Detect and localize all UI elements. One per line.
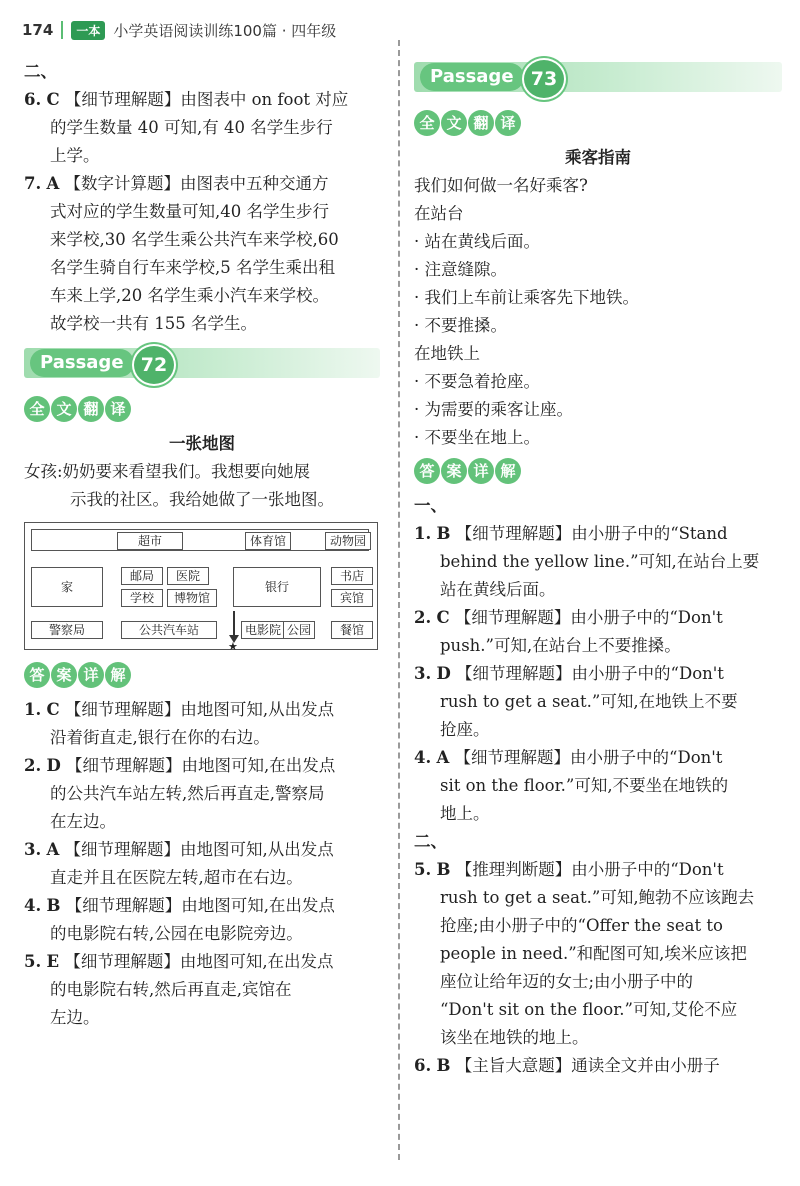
- answer-letter: C: [436, 608, 450, 627]
- answer-text: 【细节理解题】由小册子中的“Don't: [456, 664, 724, 683]
- question-number: 2.: [24, 756, 42, 775]
- answer-line: 该坐在地铁的地上。: [440, 1028, 589, 1047]
- story-line: · 不要坐在地上。: [414, 428, 540, 447]
- community-map: [24, 522, 378, 653]
- map-cinema: 电影院: [241, 621, 285, 639]
- answer-line: [24, 892, 380, 920]
- column-divider: [398, 40, 400, 1160]
- story-line: 在站台: [414, 204, 464, 223]
- brand-logo: 一本: [71, 21, 105, 40]
- header-divider: [61, 21, 63, 39]
- section-label: 二、: [24, 62, 57, 81]
- answer-line: 在左边。: [50, 812, 116, 831]
- story-body: [414, 172, 782, 452]
- question-number: 2.: [414, 608, 432, 627]
- story-line: 在地铁上: [414, 344, 480, 363]
- story-line: 女孩:奶奶要来看望我们。我想要向她展: [24, 462, 311, 481]
- answer-line: 直走并且在医院左转,超市在右边。: [50, 868, 303, 887]
- answer-line: [414, 744, 782, 772]
- answer-line: [24, 86, 380, 114]
- passage-header-73: [414, 58, 782, 98]
- answer-line: 的电影院右转,然后再直走,宾馆在: [50, 980, 292, 999]
- question-number: 3.: [414, 664, 432, 683]
- answer-text: 【数字计算题】由图表中五种交通方: [64, 174, 329, 193]
- answer-line: 车来上学,20 名学生乘小汽车来学校。: [50, 286, 329, 305]
- answer-line: 的电影院右转,公园在电影院旁边。: [50, 924, 303, 943]
- answer-line: [24, 836, 380, 864]
- question-number: 4.: [414, 748, 432, 767]
- map-supermarket: 超市: [117, 532, 183, 550]
- map-top-road: [31, 529, 369, 551]
- answer-text: 【细节理解题】由地图可知,从出发点: [64, 700, 335, 719]
- passage-number: 73: [522, 58, 566, 100]
- answer-item: [24, 836, 380, 892]
- map-hospital: 医院: [167, 567, 209, 585]
- answer-item: [414, 1052, 782, 1080]
- translation-heading: [24, 394, 380, 424]
- answer-line: “Don't sit on the floor.”可知,艾伦不应: [440, 1000, 738, 1019]
- answer-item: [24, 696, 380, 752]
- answer-letter: A: [46, 840, 60, 859]
- heading-char: 全: [414, 110, 440, 136]
- story-line: · 为需要的乘客让座。: [414, 400, 573, 419]
- answer-line: rush to get a seat.”可知,鲍勃不应该跑去: [440, 888, 755, 907]
- map-bank: 银行: [233, 567, 321, 607]
- answer-line: 抢座。: [440, 720, 490, 739]
- map-zoo: 动物园: [325, 532, 371, 550]
- answer-item: [24, 752, 380, 836]
- answer-list-right-a: [414, 520, 782, 828]
- story-line: · 不要急着抢座。: [414, 372, 540, 391]
- answer-text: 【主旨大意题】通读全文并由小册子: [455, 1056, 720, 1075]
- answer-letter: C: [46, 90, 60, 109]
- heading-char: 翻: [468, 110, 494, 136]
- answer-line: [24, 948, 380, 976]
- answer-list-left-top: [24, 86, 380, 338]
- answer-line: people in need.”和配图可知,埃米应该把: [440, 944, 747, 963]
- translation-heading: [414, 108, 782, 138]
- answer-heading: [24, 660, 380, 690]
- question-number: 4.: [24, 896, 42, 915]
- map-police-station: 警察局: [31, 621, 103, 639]
- story-line: 示我的社区。我给她做了一张地图。: [70, 490, 334, 509]
- question-number: 5.: [24, 952, 42, 971]
- heading-char: 案: [51, 662, 77, 688]
- answer-line: sit on the floor.”可知,不要坐在地铁的: [440, 776, 729, 795]
- question-number: 1.: [24, 700, 42, 719]
- answer-line: [24, 170, 380, 198]
- map-start-arrow: [233, 611, 235, 637]
- answer-line: [414, 660, 782, 688]
- answer-line: [414, 856, 782, 884]
- answer-text: 【细节理解题】由小册子中的“Stand: [455, 524, 728, 543]
- answer-letter: A: [46, 174, 60, 193]
- section-label: 一、: [414, 496, 447, 515]
- answer-line: [414, 604, 782, 632]
- answer-line: [414, 520, 782, 548]
- answer-text: 【细节理解题】由图表中 on foot 对应: [64, 90, 349, 109]
- heading-char: 翻: [78, 396, 104, 422]
- left-column: [24, 58, 380, 1032]
- answer-heading: [414, 456, 782, 486]
- answer-line: 左边。: [50, 1008, 100, 1027]
- map-museum: 博物馆: [167, 589, 217, 607]
- passage-header-72: [24, 344, 380, 384]
- answer-text: 【细节理解题】由地图可知,在出发点: [65, 896, 335, 915]
- answer-text: 【细节理解题】由小册子中的“Don't: [454, 608, 723, 627]
- answer-text: 【推理判断题】由小册子中的“Don't: [455, 860, 724, 879]
- map-restaurant: 餐馆: [331, 621, 373, 639]
- answer-letter: B: [436, 524, 451, 543]
- heading-char: 详: [468, 458, 494, 484]
- answer-line: 座位让给年迈的女士;由小册子中的: [440, 972, 694, 991]
- answer-item: [24, 892, 380, 948]
- answer-item: [414, 660, 782, 744]
- right-column: [414, 58, 782, 1080]
- question-number: 7.: [24, 174, 42, 193]
- map-home: 家: [31, 567, 103, 607]
- answer-item: [414, 604, 782, 660]
- answer-line: 沿着街直走,银行在你的右边。: [50, 728, 270, 747]
- answer-text: 【细节理解题】由地图可知,从出发点: [64, 840, 334, 859]
- start-star-icon: ★: [228, 640, 238, 653]
- answer-letter: B: [436, 1056, 451, 1075]
- answer-item: [24, 948, 380, 1032]
- heading-char: 答: [414, 458, 440, 484]
- answer-list-right-b: [414, 856, 782, 1080]
- answer-line: [24, 696, 380, 724]
- passage-number: 72: [132, 344, 176, 386]
- answer-line: 抢座;由小册子中的“Offer the seat to: [440, 916, 723, 935]
- heading-char: 详: [78, 662, 104, 688]
- answer-item: [414, 744, 782, 828]
- question-number: 6.: [24, 90, 42, 109]
- answer-letter: D: [436, 664, 451, 683]
- story-line: · 我们上车前让乘客先下地铁。: [414, 288, 639, 307]
- answer-letter: D: [46, 756, 61, 775]
- page-number: 174: [22, 21, 54, 39]
- answer-line: push.”可知,在站台上不要推搡。: [440, 636, 681, 655]
- answer-item: [24, 86, 380, 170]
- heading-char: 文: [441, 110, 467, 136]
- answer-item: [24, 170, 380, 338]
- heading-char: 解: [495, 458, 521, 484]
- map-bookstore: 书店: [331, 567, 373, 585]
- heading-char: 案: [441, 458, 467, 484]
- question-number: 5.: [414, 860, 432, 879]
- story-line: 我们如何做一名好乘客?: [414, 176, 588, 195]
- answer-line: [414, 1052, 782, 1080]
- answer-line: 来学校,30 名学生乘公共汽车来学校,60: [50, 230, 339, 249]
- answer-line: 故学校一共有 155 名学生。: [50, 314, 257, 333]
- map-park: 公园: [283, 621, 315, 639]
- map-hotel: 宾馆: [331, 589, 373, 607]
- map-school: 学校: [121, 589, 163, 607]
- page-header: [22, 18, 336, 42]
- answer-letter: C: [46, 700, 60, 719]
- answer-item: [414, 856, 782, 1052]
- story-title: 乘客指南: [565, 148, 631, 167]
- answer-letter: B: [46, 896, 61, 915]
- heading-char: 译: [105, 396, 131, 422]
- answer-letter: A: [436, 748, 450, 767]
- answer-letter: B: [436, 860, 451, 879]
- answer-line: 站在黄线后面。: [440, 580, 556, 599]
- answer-text: 【细节理解题】由地图可知,在出发点: [66, 756, 336, 775]
- heading-char: 全: [24, 396, 50, 422]
- answer-text: 【细节理解题】由地图可知,在出发点: [64, 952, 334, 971]
- answer-text: 【细节理解题】由小册子中的“Don't: [454, 748, 723, 767]
- passage-label: Passage: [420, 63, 524, 91]
- question-number: 3.: [24, 840, 42, 859]
- map-stadium: 体育馆: [245, 532, 291, 550]
- answer-line: 名学生骑自行车来学校,5 名学生乘出租: [50, 258, 335, 277]
- story-line: · 注意缝隙。: [414, 260, 507, 279]
- story-line: · 不要推搡。: [414, 316, 507, 335]
- answer-line: behind the yellow line.”可知,在站台上要: [440, 552, 760, 571]
- answer-line: 的公共汽车站左转,然后再直走,警察局: [50, 784, 325, 803]
- heading-char: 文: [51, 396, 77, 422]
- heading-char: 答: [24, 662, 50, 688]
- answer-line: 式对应的学生数量可知,40 名学生步行: [50, 202, 329, 221]
- map-bus-stop: 公共汽车站: [121, 621, 217, 639]
- question-number: 6.: [414, 1056, 432, 1075]
- heading-char: 译: [495, 110, 521, 136]
- answer-line: 的学生数量 40 可知,有 40 名学生步行: [50, 118, 333, 137]
- book-title: 小学英语阅读训练100篇 · 四年级: [113, 21, 337, 40]
- answer-item: [414, 520, 782, 604]
- answer-line: rush to get a seat.”可知,在地铁上不要: [440, 692, 738, 711]
- story-title: 一张地图: [169, 434, 235, 453]
- answer-line: 上学。: [50, 146, 100, 165]
- story-line: · 站在黄线后面。: [414, 232, 540, 251]
- section-label: 二、: [414, 832, 447, 851]
- answer-list-left-bottom: [24, 696, 380, 1032]
- heading-char: 解: [105, 662, 131, 688]
- question-number: 1.: [414, 524, 432, 543]
- answer-letter: E: [46, 952, 60, 971]
- passage-label: Passage: [30, 349, 134, 377]
- answer-line: [24, 752, 380, 780]
- answer-line: 地上。: [440, 804, 490, 823]
- map-post-office: 邮局: [121, 567, 163, 585]
